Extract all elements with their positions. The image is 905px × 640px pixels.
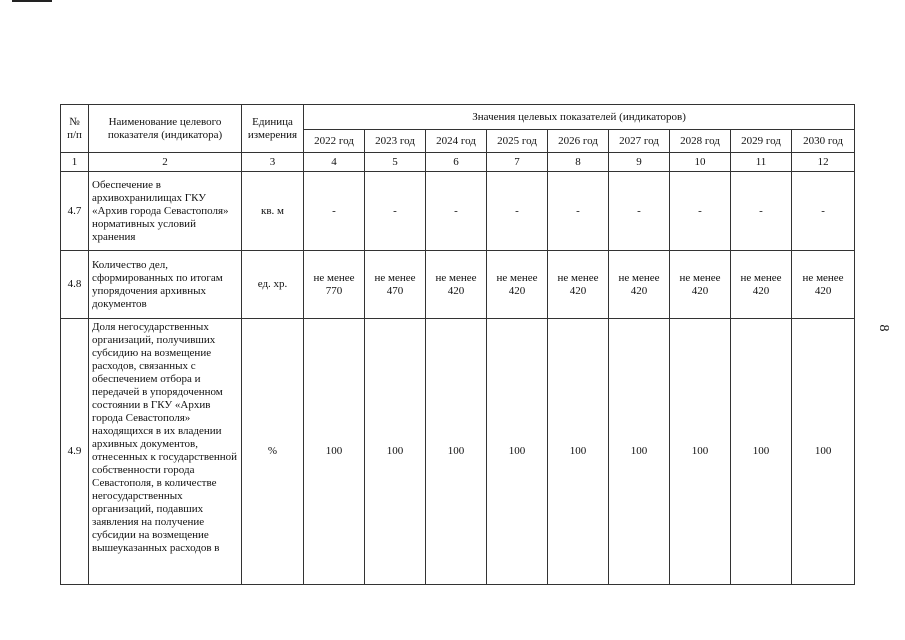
header-year: 2023 год <box>365 130 426 153</box>
unit-cell: ед. хр. <box>242 251 304 319</box>
row-number: 4.7 <box>61 172 89 251</box>
value-cell: не менее 420 <box>670 251 731 319</box>
value-cell: - <box>304 172 365 251</box>
header-year: 2026 год <box>548 130 609 153</box>
value-cell: не менее 420 <box>426 251 487 319</box>
value-cell: не менее 420 <box>548 251 609 319</box>
header-values-group: Значения целевых показателей (индикаторов) <box>304 105 855 130</box>
value-cell: не менее 420 <box>731 251 792 319</box>
header-indicator-name: Наименование целевого показателя (индикатора) <box>89 105 242 153</box>
column-number: 1 <box>61 153 89 172</box>
column-number: 9 <box>609 153 670 172</box>
column-number: 7 <box>487 153 548 172</box>
header-row-1 <box>61 105 855 130</box>
value-cell: - <box>365 172 426 251</box>
value-cell: - <box>731 172 792 251</box>
value-cell: 100 <box>365 319 426 585</box>
indicator-name: Доля негосударственных организаций, получивших субсидию на возмещение расходов, связанных с обеспечением отбора и передачей в упорядоченном состоянии в ГКУ «Архив города Севастополя» находящихся в их владении архивных документов, отнесенных к государственной собственности города Севастополя, в количестве негосударственных организаций, подавших заявления на получение субсидии на возмещение вышеуказанных расходов в <box>92 320 238 554</box>
value-cell: не менее 770 <box>304 251 365 319</box>
value-cell: 100 <box>670 319 731 585</box>
value-cell: не менее 420 <box>609 251 670 319</box>
column-number: 4 <box>304 153 365 172</box>
table-row <box>61 319 855 585</box>
value-cell: 100 <box>426 319 487 585</box>
value-cell: 100 <box>609 319 670 585</box>
header-num: № п/п <box>61 105 89 153</box>
value-cell: 100 <box>487 319 548 585</box>
value-cell: - <box>792 172 855 251</box>
column-number: 2 <box>89 153 242 172</box>
header-year: 2028 год <box>670 130 731 153</box>
header-year: 2027 год <box>609 130 670 153</box>
value-cell: не менее 420 <box>792 251 855 319</box>
column-number: 8 <box>548 153 609 172</box>
value-cell: 100 <box>792 319 855 585</box>
column-number: 6 <box>426 153 487 172</box>
header-year: 2024 год <box>426 130 487 153</box>
value-cell: 100 <box>304 319 365 585</box>
column-number: 11 <box>731 153 792 172</box>
row-number: 4.8 <box>61 251 89 319</box>
page-number: 8 <box>876 324 891 332</box>
value-cell: 100 <box>548 319 609 585</box>
unit-cell: % <box>242 319 304 585</box>
table-row <box>61 172 855 251</box>
header-year: 2029 год <box>731 130 792 153</box>
value-cell: 100 <box>731 319 792 585</box>
indicator-name: Количество дел, сформированных по итогам упорядочения архивных документов <box>89 251 242 319</box>
value-cell: - <box>426 172 487 251</box>
column-number: 12 <box>792 153 855 172</box>
target-indicators-table <box>60 104 855 585</box>
indicator-name-cell <box>89 319 242 585</box>
unit-cell: кв. м <box>242 172 304 251</box>
column-number: 10 <box>670 153 731 172</box>
indicator-name: Обеспечение в архивохранилищах ГКУ «Архив города Севастополя» нормативных условий хранения <box>89 172 242 251</box>
value-cell: не менее 470 <box>365 251 426 319</box>
value-cell: - <box>548 172 609 251</box>
column-numbers-row <box>61 153 855 172</box>
header-year: 2030 год <box>792 130 855 153</box>
header-unit: Единица измерения <box>242 105 304 153</box>
header-year: 2022 год <box>304 130 365 153</box>
header-year: 2025 год <box>487 130 548 153</box>
table-row <box>61 251 855 319</box>
value-cell: - <box>487 172 548 251</box>
column-number: 3 <box>242 153 304 172</box>
scan-artifact-line <box>12 0 52 2</box>
value-cell: - <box>670 172 731 251</box>
value-cell: не менее 420 <box>487 251 548 319</box>
value-cell: - <box>609 172 670 251</box>
row-number: 4.9 <box>61 319 89 585</box>
column-number: 5 <box>365 153 426 172</box>
